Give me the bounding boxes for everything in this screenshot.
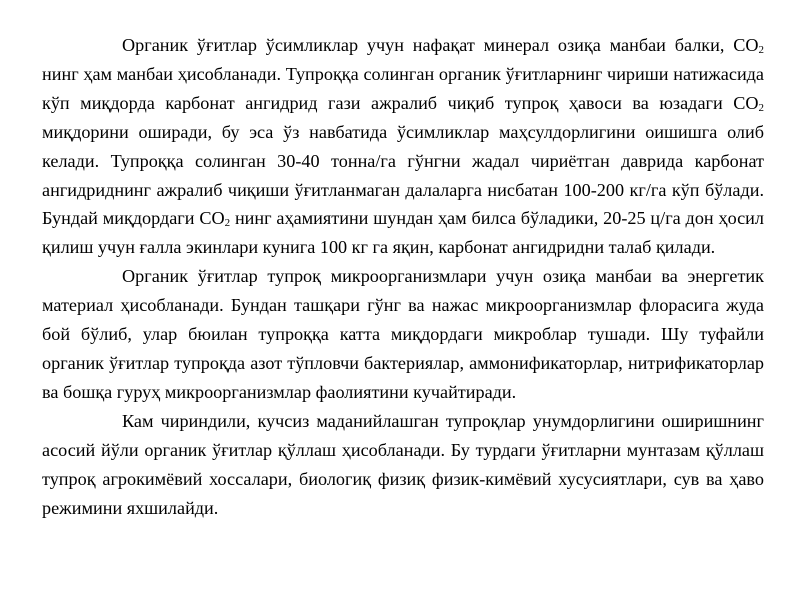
paragraph-organic-fertilizers-co2: [42, 31, 764, 262]
paragraph-text: Органик ўғитлар ўсимликлар учун нафақат минерал озиқа манбаи балки, CO: [122, 35, 759, 55]
co2-subscript: 2: [758, 44, 764, 56]
co2-subscript: 2: [224, 217, 231, 230]
paragraph-soil-microorganisms: Органик ўғитлар тупроқ микроорганизмлари учун озиқа манбаи ва энергетик материал ҳисобланади. Бундан ташқари гўнг ва нажас микроорганизмлар флорасига жуда бой бўлиб, улар бюилан тупроққа катта миқдордаги микроблар тушади. Шу туфайли органик ўғитлар тупроқда азот тўпловчи бактериялар, аммонификаторлар, нитрификаторлар ва бошқа гуруҳ микроорганизмлар фаолиятини кучайтиради.: [42, 266, 764, 402]
paragraph-soil-fertility: Кам чириндили, кучсиз маданийлашган тупроқлар унумдорлигини оширишнинг асосий йўли органик ўғитлар қўллаш ҳисобланади. Бу турдаги ўғитларни мунтазам қўллаш тупроқ агрокимёвий хоссалари, биологиқ физиқ физик-кимёвий хусусиятлари, сув ва ҳаво режимини яхшилайди.: [42, 410, 764, 518]
document-page: [42, 31, 764, 522]
paragraph-text: нинг ҳам манбаи ҳисобланади. Тупроққа солинган органик ўғитларнинг чириши натижасида кўп миқдорда карбонат ангидрид гази ажралиб чиқиб тупроқ ҳавоси ва юзадаги CO: [42, 63, 764, 113]
co2-subscript: 2: [758, 101, 764, 114]
paragraph-text: миқдорини оширади, бу эса ўз навбатида ўсимликлар маҳсулдорлигини оишишга олиб келади. Тупроққа солинган 30-40 тонна/га гўнгни жадал чириётган даврида карбонат ангидриднинг ажралиб чиқиши ўғитланмаган далаларга нисбатан 100-200 кг/га кўп бўлади. Бундай миқдордаги CO: [42, 121, 764, 229]
paragraph-text: нинг аҳамиятини шундан ҳам билса бўладики, 20-25 ц/га дон ҳосил қилиш учун ғалла экинлари кунига 100 кг га яқин, карбонат ангидридни талаб қилади.: [42, 208, 764, 258]
